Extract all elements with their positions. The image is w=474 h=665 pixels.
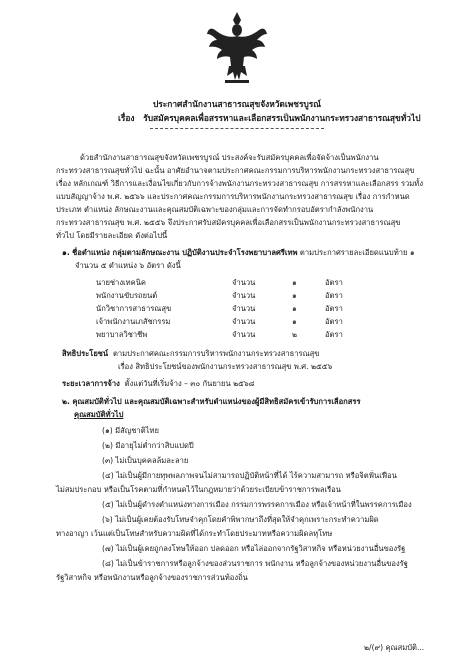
intro-line: ด้วยสำนักงานสาธารณสุขจังหวัดเพชรบูรณ์ ประสงค์จะรับสมัครบุคคลเพื่อจัดจ้างเป็นพนักงาน (80, 153, 379, 162)
position-unit: อัตรา (325, 330, 343, 339)
section1-title: ชื่อตำแหน่ง กลุ่มตามลักษณะงาน ปฏิบัติงานประจำโรงพยาบาลศรีเทพ (72, 248, 298, 257)
qualification-item: (๗) ไม่เป็นผู้เคยถูกลงโทษให้ออก ปลดออก หรือไล่ออกจากรัฐวิสาหกิจ หรือหน่วยงานอื่นของรัฐ (102, 544, 406, 553)
qualification-item: (๖) ไม่เป็นผู้เคยต้องรับโทษจำคุกโดยคำพิพากษาถึงที่สุดให้จำคุกเพราะกระทำความผิด (102, 515, 379, 524)
benefits-text: ตามประกาศคณะกรรมการบริหารพนักงานกระทรวงสาธารณสุข (112, 349, 320, 358)
position-name: นักวิชาการสาธารณสุข (96, 304, 172, 313)
section2-heading (62, 397, 361, 407)
intro-line: กระทรวงสาธารณสุขทั่วไป ฉะนั้น อาศัยอำนาจตามประกาศคณะกรรมการบริหารพนักงานกระทรวงสาธารณสุข (56, 166, 415, 175)
intro-line: ประเภท ตำแหน่ง ลักษณะงานและคุณสมบัติเฉพาะของกลุ่มและการจัดทำกรอบอัตรากำลังพนักงาน (56, 205, 374, 214)
position-count-label: จำนวน (232, 304, 256, 313)
position-count: ๑ (292, 304, 297, 313)
position-name: เจ้าพนักงานเภสัชกรรม (96, 317, 171, 326)
position-unit: อัตรา (325, 278, 343, 287)
qualification-item: (๓) ไม่เป็นบุคคลล้มละลาย (102, 456, 189, 465)
position-unit: อัตรา (325, 304, 343, 313)
intro-line: เรื่อง หลักเกณฑ์ วิธีการและเงื่อนไขเกี่ยวกับการจ้างพนักงานกระทรวงสาธารณสุข การสรรหาและเลือกสรร รวมทั้ง (56, 179, 424, 188)
section2-number: ๒. (62, 397, 70, 406)
section1-subline: จำนวน ๕ ตำแหน่ง ๖ อัตรา ดังนี้ (75, 261, 181, 270)
page-continuation: ๒/(๙) คุณสมบัติ... (364, 643, 425, 652)
section1-title-tail: ตามประกาศรายละเอียดแนบท้าย ๑ (299, 248, 415, 257)
position-count: ๑ (292, 291, 297, 300)
position-count: ๑ (292, 278, 297, 287)
general-qualifications-heading: คุณสมบัติทั่วไป (74, 410, 124, 419)
qualification-item: (๘) ไม่เป็นข้าราชการหรือลูกจ้างของส่วนราชการ พนักงาน หรือลูกจ้างของหน่วยงานอื่นของรัฐ (102, 559, 408, 568)
subject-text: รับสมัครบุคคลเพื่อสรรหาและเลือกสรรเป็นพนักงานกระทรวงสาธารณสุขทั่วไป (143, 113, 421, 123)
position-unit: อัตรา (325, 317, 343, 326)
qualification-item: (๔) ไม่เป็นผู้มีกายทุพพลภาพจนไม่สามารถปฏิบัติหน้าที่ได้ ไร้ความสามารถ หรือจิตฟั่นเฟือน (102, 471, 397, 480)
intro-line: กระทรวงสาธารณสุข พ.ศ. ๒๕๕๖ จึงประกาศรับสมัครบุคคลเพื่อเลือกสรรเป็นพนักงานกระทรวงสาธารณสุข (56, 218, 401, 227)
position-unit: อัตรา (325, 291, 343, 300)
section2-title: คุณสมบัติทั่วไป และคุณสมบัติเฉพาะสำหรับตำแหน่งของผู้มีสิทธิสมัครเข้ารับการเลือกสรร (72, 397, 361, 406)
announcement-title: ประกาศสำนักงานสาธารณสุขจังหวัดเพชรบูรณ์ (152, 99, 322, 109)
section1-heading (62, 248, 415, 258)
period-text: ตั้งแต่วันที่เริ่มจ้าง – ๓๐ กันยายน ๒๕๖๘ (124, 379, 255, 388)
position-count-label: จำนวน (232, 330, 256, 339)
position-count-label: จำนวน (232, 317, 256, 326)
section1-number: ๑. (62, 248, 70, 257)
qualification-item-cont: ไม่สมประกอบ หรือเป็นโรคตามที่กำหนดไว้ในกฎหมายว่าด้วยระเบียบข้าราชการพลเรือน (56, 485, 341, 494)
benefits-line (62, 349, 320, 359)
benefits-label: สิทธิประโยชน์ (62, 349, 109, 358)
position-count-label: จำนวน (232, 278, 256, 287)
garuda-emblem (205, 10, 269, 86)
position-name: พยาบาลวิชาชีพ (96, 330, 148, 339)
title-divider (150, 128, 324, 129)
position-name: พนักงานขับรถยนต์ (96, 291, 158, 300)
intro-line: แบบสัญญาจ้าง พ.ศ. ๒๕๖๖ และประกาศคณะกรรมการบริหารพนักงานกระทรวงสาธารณสุข เรื่อง การกำหนด (56, 192, 410, 201)
position-name: นายช่างเทคนิค (96, 278, 146, 287)
position-count-label: จำนวน (232, 291, 256, 300)
qualification-item-cont: ทางอาญา เว้นแต่เป็นโทษสำหรับความผิดที่ได้กระทำโดยประมาทหรือความผิดลหุโทษ (56, 529, 333, 538)
employment-period (62, 379, 255, 389)
qualification-item: (๕) ไม่เป็นผู้ดำรงตำแหน่งทางการเมือง กรรมการพรรคการเมือง หรือเจ้าหน้าที่ในพรรคการเมือง (102, 500, 412, 509)
period-label: ระยะเวลาการจ้าง (62, 379, 120, 388)
subject-label: เรื่อง (118, 113, 135, 123)
qualification-item: (๒) มีอายุไม่ต่ำกว่าสิบแปดปี (102, 441, 194, 450)
position-count: ๒ (292, 330, 298, 339)
subject-line (118, 112, 421, 124)
qualification-item: (๑) มีสัญชาติไทย (102, 426, 159, 435)
intro-line: ทั่วไป โดยมีรายละเอียด ดังต่อไปนี้ (56, 231, 168, 240)
position-count: ๑ (292, 317, 297, 326)
qualification-item-cont: รัฐวิสาหกิจ หรือพนักงานหรือลูกจ้างของราชการส่วนท้องถิ่น (56, 573, 248, 582)
benefits-line-2: เรื่อง สิทธิประโยชน์ของพนักงานกระทรวงสาธารณสุข พ.ศ. ๒๕๕๖ (118, 362, 333, 371)
